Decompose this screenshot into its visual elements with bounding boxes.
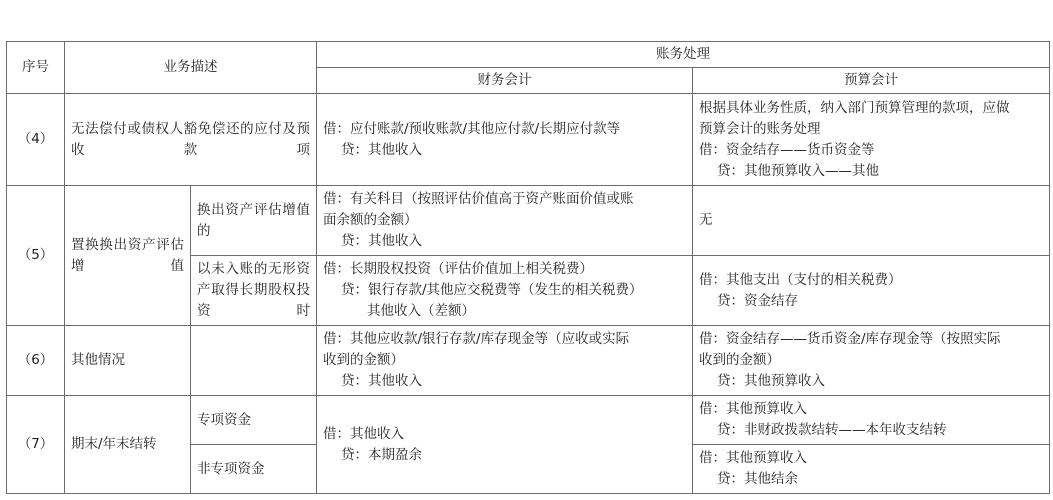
row6-seq: （6） (7, 326, 65, 396)
row7a-sub: 专项资金 (191, 396, 317, 445)
row4-bud-line: 借：资金结存——货币资金等 (699, 141, 875, 158)
table-row-4 (7, 94, 1050, 186)
row7-fin (317, 396, 693, 494)
row7-desc: 期末/年末结转 (65, 396, 191, 494)
row4-seq: （4） (7, 94, 65, 186)
row5b-bud-line: 借：其他支出（支付的相关税费） (699, 271, 902, 288)
row7-fin-line: 借：其他收入 (323, 425, 404, 442)
row4-bud-line: 根据具体业务性质，纳入部门预算管理的款项，应做 (699, 99, 1010, 116)
table-row-5a (7, 186, 1050, 256)
row5a-bud: 无 (693, 186, 1050, 256)
row5a-fin-line: 借：有关科目（按照评估价值高于资产账面价值或账 (323, 191, 634, 207)
row6-desc: 其他情况 (65, 326, 191, 396)
header-row-1 (7, 42, 1050, 68)
header-bud: 预算会计 (693, 68, 1050, 94)
row6-fin-line: 收到的金额） (323, 352, 404, 368)
row7a-bud (693, 396, 1050, 445)
row7a-bud-line: 贷：非财政拨款结转——本年收支结转 (717, 422, 947, 438)
row5b-bud (693, 256, 1050, 326)
row4-fin-line: 借：应付账款/预收账款/其他应付款/长期应付款等 (323, 120, 621, 137)
header-seq: 序号 (7, 42, 65, 94)
row5a-fin-line: 贷：其他收入 (341, 233, 422, 249)
row5-desc: 置换换出资产评估增值 (65, 186, 191, 326)
row7a-bud-line: 借：其他预算收入 (699, 401, 807, 417)
row4-bud-line: 预算会计的账务处理 (699, 120, 821, 137)
row6-bud-line: 收到的金额） (699, 352, 780, 368)
row6-sub-empty (191, 326, 317, 396)
row6-bud-line: 贷：其他预算收入 (717, 373, 825, 389)
row4-bud-line: 贷：其他预算收入——其他 (717, 162, 879, 179)
row7-fin-line: 贷：本期盈余 (341, 446, 422, 463)
row7b-bud-line: 贷：其他结余 (717, 471, 798, 487)
row5b-fin-line: 其他收入（差额） (367, 303, 475, 319)
header-desc: 业务描述 (65, 42, 317, 94)
row7b-bud (693, 445, 1050, 494)
row5a-fin (317, 186, 693, 256)
row6-bud-line: 借：资金结存——货币资金/库存现金等（按照实际 (699, 331, 1001, 347)
row5-seq: （5） (7, 186, 65, 326)
row5b-sub: 以未入账的无形资产取得长期股权投资时 (191, 256, 317, 326)
row5a-fin-line: 面余额的金额） (323, 212, 418, 228)
row6-fin-line: 借：其他应收款/银行存款/库存现金等（应收或实际 (323, 331, 630, 347)
row7-seq: （7） (7, 396, 65, 494)
row5b-fin-line: 贷：银行存款/其他应交税费等（发生的相关税费） (341, 282, 643, 298)
table-row-7a (7, 396, 1050, 445)
header-fin: 财务会计 (317, 68, 693, 94)
row7b-sub: 非专项资金 (191, 445, 317, 494)
row6-bud (693, 326, 1050, 396)
accounting-table (6, 41, 1050, 494)
row6-fin-line: 贷：其他收入 (341, 373, 422, 389)
header-proc: 账务处理 (317, 42, 1050, 68)
row5a-sub: 换出资产评估增值的 (191, 186, 317, 256)
row5b-fin (317, 256, 693, 326)
row4-fin-line: 贷：其他收入 (341, 141, 422, 158)
row6-fin (317, 326, 693, 396)
row4-fin (317, 94, 693, 186)
table-row-6 (7, 326, 1050, 396)
row5b-bud-line: 贷：资金结存 (717, 292, 798, 309)
row5b-fin-line: 借：长期股权投资（评估价值加上相关税费） (323, 261, 593, 277)
row4-desc: 无法偿付或债权人豁免偿还的应付及预收款项 (65, 94, 317, 186)
row4-bud (693, 94, 1050, 186)
row7b-bud-line: 借：其他预算收入 (699, 450, 807, 466)
